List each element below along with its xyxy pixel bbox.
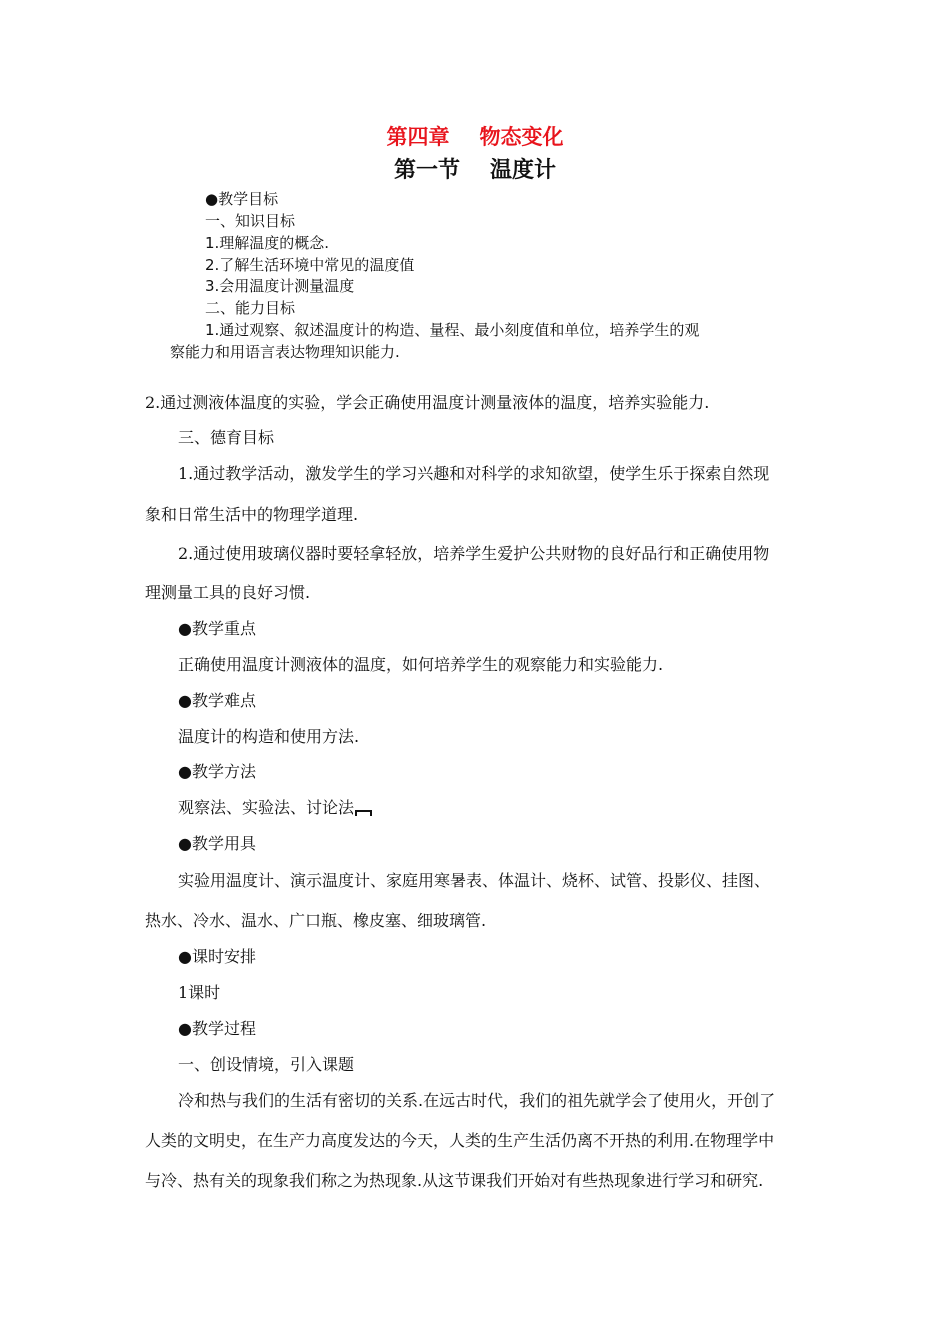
text-line [178, 464, 769, 484]
bracket-mark-icon [355, 810, 372, 816]
text-line [178, 834, 256, 854]
text-line-content: 察能力和用语言表达物理知识能力. [170, 343, 400, 361]
text-line-content: 1.通过教学活动，激发学生的学习兴趣和对科学的求知欲望，使学生乐于探索自然现 [178, 464, 770, 483]
section-number: 第一节 [393, 157, 460, 183]
text-line [205, 298, 295, 318]
text-line-content: ●教学目标 [205, 190, 279, 208]
text-line [178, 762, 256, 782]
text-line [178, 655, 663, 675]
text-line-content: 1.理解温度的概念. [205, 234, 330, 252]
text-line-content: 与冷、热有关的现象我们称之为热现象.从这节课我们开始对有些热现象进行学习和研究. [145, 1171, 764, 1190]
text-line-content: ●教学过程 [178, 1019, 256, 1038]
text-line [178, 727, 359, 747]
text-line-content: ●教学用具 [178, 834, 256, 853]
text-line [145, 1171, 763, 1191]
chapter-name: 物态变化 [479, 125, 564, 149]
text-line [205, 255, 414, 275]
section-name: 温度计 [490, 157, 557, 183]
text-line-content: ●课时安排 [178, 947, 256, 966]
text-line-content: 1.通过观察、叙述温度计的构造、量程、最小刻度值和单位，培养学生的观 [205, 321, 700, 339]
text-line [178, 983, 220, 1003]
text-line [205, 211, 295, 231]
text-line [178, 691, 256, 711]
text-line-content: 2.了解生活环境中常见的温度值 [205, 256, 415, 274]
text-line [178, 1019, 256, 1039]
text-line [178, 871, 770, 891]
text-line-content: 热水、冷水、温水、广口瓶、橡皮塞、细玻璃管. [145, 911, 487, 930]
text-line-content: 实验用温度计、演示温度计、家庭用寒暑表、体温计、烧杯、试管、投影仪、挂图、 [178, 871, 771, 890]
text-line-content: 观察法、实验法、讨论法 [178, 798, 355, 817]
text-line [145, 505, 358, 525]
text-line-content: 温度计的构造和使用方法. [178, 727, 360, 746]
text-line [145, 911, 486, 931]
text-line [145, 583, 310, 603]
text-line-content: 二、能力目标 [205, 299, 296, 317]
chapter-number: 第四章 [386, 125, 450, 149]
text-line-content: 一、创设情境，引入课题 [178, 1055, 355, 1074]
text-line [178, 1055, 354, 1075]
section-title [0, 156, 950, 184]
text-line-content: 一、知识目标 [205, 212, 296, 230]
text-line [178, 428, 274, 448]
text-line [205, 276, 354, 296]
text-line-content: 2.通过使用玻璃仪器时要轻拿轻放，培养学生爱护公共财物的良好品行和正确使用物 [178, 544, 770, 563]
text-line [178, 947, 256, 967]
chapter-title [0, 124, 950, 150]
text-line-content: ●教学难点 [178, 691, 256, 710]
text-line-content: 1课时 [178, 983, 221, 1002]
text-line [170, 342, 400, 362]
text-line-content: 2.通过测液体温度的实验，学会正确使用温度计测量液体的温度，培养实验能力. [145, 393, 710, 412]
text-line-content: 正确使用温度计测液体的温度，如何培养学生的观察能力和实验能力. [178, 655, 664, 674]
text-line [205, 189, 278, 209]
text-line [205, 233, 329, 253]
text-line-content: 冷和热与我们的生活有密切的关系.在远古时代，我们的祖先就学会了使用火，开创了 [178, 1091, 776, 1110]
text-line [145, 1131, 774, 1151]
text-line-content: ●教学重点 [178, 619, 256, 638]
text-line [178, 619, 256, 639]
text-line [205, 320, 699, 340]
text-line-content: ●教学方法 [178, 762, 256, 781]
text-line [178, 798, 372, 818]
text-line-content: 人类的文明史，在生产力高度发达的今天，人类的生产生活仍离不开热的利用.在物理学中 [145, 1131, 775, 1150]
text-line-content: 象和日常生活中的物理学道理. [145, 505, 359, 524]
text-line [178, 544, 769, 564]
text-line-content: 三、德育目标 [178, 428, 275, 447]
text-line-content: 3.会用温度计测量温度 [205, 277, 355, 295]
text-line-content: 理测量工具的良好习惯. [145, 583, 311, 602]
text-line [178, 1091, 775, 1111]
text-line [145, 393, 709, 413]
